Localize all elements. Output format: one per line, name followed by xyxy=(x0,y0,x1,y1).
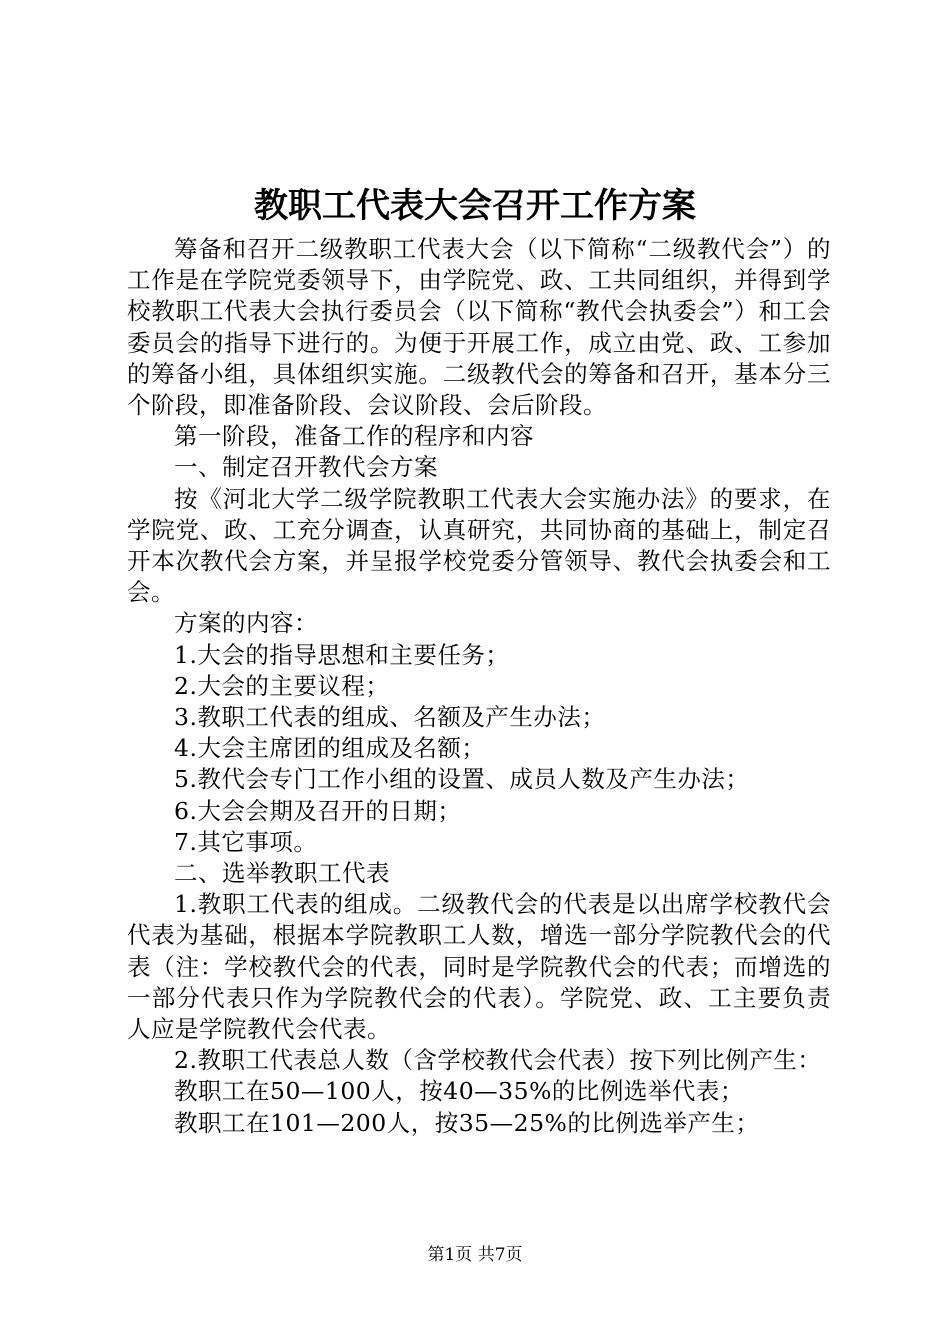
paragraph-representative-composition: 1.教职工代表的组成。二级教代会的代表是以出席学校教代会代表为基础，根据本学院教职工人数，增选一部分学院教代会的代表（注：学校教代会的代表，同时是学院教代会的代表；而增选的一部分代表只作为学院教代会的代表）。学院党、政、工主要负责人应是学院教代会代表。 xyxy=(127,890,831,1044)
page-number-footer: 第1页 共7页 xyxy=(427,1245,523,1265)
paragraph-section-two-heading: 二、选举教职工代表 xyxy=(174,859,390,888)
list-item: 1.大会的指导思想和主要任务； xyxy=(174,640,510,669)
list-item: 5.教代会专门工作小组的设置、成员人数及产生办法； xyxy=(174,765,750,794)
paragraph-representative-ratio: 2.教职工代表总人数（含学校教代会代表）按下列比例产生： xyxy=(174,1046,822,1075)
paragraph-plan-content-label: 方案的内容： xyxy=(174,609,318,638)
document-title: 教职工代表大会召开工作方案 xyxy=(254,186,696,226)
paragraph-stage-one-heading: 第一阶段，准备工作的程序和内容 xyxy=(174,422,534,451)
document-body xyxy=(127,234,831,1139)
paragraph-section-one-body: 按《河北大学二级学院教职工代表大会实施办法》的要求，在学院党、政、工充分调查，认真研究，共同协商的基础上，制定召开本次教代会方案，并呈报学校党委分管领导、教代会执委会和工会。 xyxy=(127,484,831,607)
list-item: 6.大会会期及召开的日期； xyxy=(174,796,462,825)
list-item: 4.大会主席团的组成及名额； xyxy=(174,734,486,763)
paragraph-ratio-rule-1: 教职工在50—100人，按40—35%的比例选举代表； xyxy=(174,1077,744,1106)
list-item: 2.大会的主要议程； xyxy=(174,671,390,700)
list-item: 7.其它事项。 xyxy=(174,827,318,856)
paragraph-intro: 筹备和召开二级教职工代表大会（以下简称“二级教代会”）的工作是在学院党委领导下，由学院党、政、工共同组织，并得到学校教职工代表大会执行委员会（以下简称“教代会执委会”）和工会委员会的指导下进行的。为便于开展工作，成立由党、政、工参加的筹备小组，具体组织实施。二级教代会的筹备和召开，基本分三个阶段，即准备阶段、会议阶段、会后阶段。 xyxy=(127,235,831,420)
paragraph-ratio-rule-2: 教职工在101—200人，按35—25%的比例选举产生； xyxy=(174,1108,760,1137)
paragraph-section-one-heading: 一、制定召开教代会方案 xyxy=(174,453,438,482)
list-item: 3.教职工代表的组成、名额及产生办法； xyxy=(174,703,606,732)
